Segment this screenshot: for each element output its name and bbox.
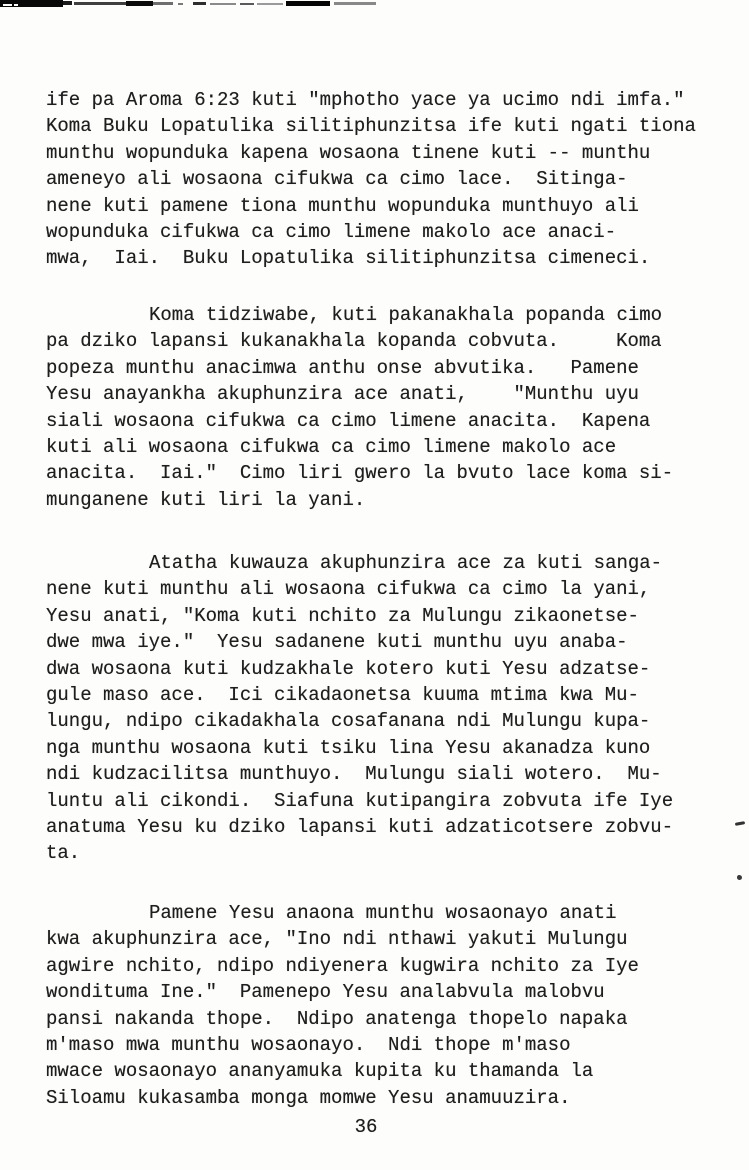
text-line: anacita. Iai." Cimo liri gwero la bvuto lace koma si- bbox=[46, 462, 674, 485]
scan-artifact-segment bbox=[74, 2, 126, 5]
scan-artifact-segment bbox=[240, 3, 254, 5]
text-line: gule maso ace. Ici cikadaonetsa kuuma mtima kwa Mu- bbox=[46, 683, 639, 706]
text-line: ta. bbox=[46, 842, 81, 865]
text-line: siali wosaona cifukwa ca cimo limene anacita. Kapena bbox=[46, 409, 651, 432]
text-line: munthu wopunduka kapena wosaona tinene kuti -- munthu bbox=[46, 141, 651, 164]
text-line: Yesu anati, "Koma kuti nchito za Mulungu zikaonetse- bbox=[46, 604, 639, 627]
scan-artifact-segment bbox=[286, 1, 330, 6]
text-line: Siloamu kukasamba monga momwe Yesu anamuuzira. bbox=[46, 1086, 571, 1109]
paragraph bbox=[46, 900, 726, 1111]
text-line: nene kuti munthu ali wosaona cifukwa ca cimo la yani, bbox=[46, 578, 651, 601]
text-line: dwa wosaona kuti kudzakhale kotero kuti Yesu adzatse- bbox=[46, 657, 651, 680]
text-line: wopunduka cifukwa ca cimo limene makolo ace anaci- bbox=[46, 220, 617, 243]
scan-artifact-segment bbox=[178, 3, 183, 5]
scan-artifact-notch bbox=[14, 4, 18, 6]
scan-artifact-top bbox=[0, 0, 749, 10]
text-line: dwe mwa iye." Yesu sadanene kuti munthu uyu anaba- bbox=[46, 631, 628, 654]
scan-artifact-segment bbox=[193, 2, 206, 5]
text-line: lungu, ndipo cikadakhala cosafanana ndi Mulungu kupa- bbox=[46, 710, 651, 733]
text-line: ife pa Aroma 6:23 kuti "mphotho yace ya ucimo ndi imfa." bbox=[46, 89, 685, 111]
text-line: munganene kuti liri la yani. bbox=[46, 488, 366, 511]
text-line: anatuma Yesu ku dziko lapansi kuti adzaticotsere zobvu- bbox=[46, 815, 674, 838]
text-line: ndi kudzacilitsa munthuyo. Mulungu siali wotero. Mu- bbox=[46, 763, 662, 786]
text-line: popeza munthu anacimwa anthu onse abvutika. Pamene bbox=[46, 356, 639, 379]
text-line: luntu ali cikondi. Siafuna kutipangira zobvuta ife Iye bbox=[46, 789, 674, 812]
paragraph bbox=[46, 302, 726, 513]
text-line: Koma Buku Lopatulika silitiphunzitsa ife kuti ngati tiona bbox=[46, 115, 696, 138]
text-line: mwace wosaonayo ananyamuka kupita ku thamanda la bbox=[46, 1060, 594, 1083]
scan-artifact-segment bbox=[210, 3, 236, 5]
text-line: Atatha kuwauza akuphunzira ace za kuti sanga- bbox=[149, 552, 663, 574]
text-line: mwa, Iai. Buku Lopatulika silitiphunzitsa cimeneci. bbox=[46, 247, 651, 270]
scan-artifact-segment bbox=[153, 2, 173, 5]
text-line: agwire nchito, ndipo ndiyenera kugwira nchito za Iye bbox=[46, 954, 639, 977]
scan-artifact-segment bbox=[126, 1, 153, 6]
text-line: Koma tidziwabe, kuti pakanakhala popanda cimo bbox=[149, 304, 663, 326]
text-line: pansi nakanda thope. Ndipo anatenga thopelo napaka bbox=[46, 1007, 628, 1030]
scan-artifact-segment bbox=[257, 3, 283, 5]
page-number: 36 bbox=[354, 1116, 378, 1138]
text-line: nene kuti pamene tiona munthu wopunduka munthuyo ali bbox=[46, 194, 639, 217]
scan-artifact-segment bbox=[334, 2, 376, 5]
text-line: nga munthu wosaona kuti tsiku lina Yesu akanadza kuno bbox=[46, 736, 651, 759]
text-line: pa dziko lapansi kukanakhala kopanda cobvuta. Koma bbox=[46, 330, 662, 353]
ink-speck bbox=[737, 875, 742, 880]
text-line: kwa akuphunzira ace, "Ino ndi nthawi yakuti Mulungu bbox=[46, 928, 628, 951]
ink-speck bbox=[735, 821, 745, 826]
text-line: wondituma Ine." Pamenepo Yesu analabvula malobvu bbox=[46, 981, 605, 1004]
text-line: Pamene Yesu anaona munthu wosaonayo anati bbox=[149, 902, 617, 924]
paragraph bbox=[46, 87, 726, 272]
scan-artifact-notch bbox=[3, 4, 12, 6]
text-line: ameneyo ali wosaona cifukwa ca cimo lace. Sitinga- bbox=[46, 168, 628, 191]
text-line: m'maso mwa munthu wosaonayo. Ndi thope m'maso bbox=[46, 1033, 571, 1056]
paragraph bbox=[46, 550, 726, 867]
text-line: Yesu anayankha akuphunzira ace anati, "Munthu uyu bbox=[46, 383, 639, 406]
scan-artifact-segment bbox=[63, 1, 72, 5]
text-line: kuti ali wosaona cifukwa ca cimo limene makolo ace bbox=[46, 435, 617, 458]
